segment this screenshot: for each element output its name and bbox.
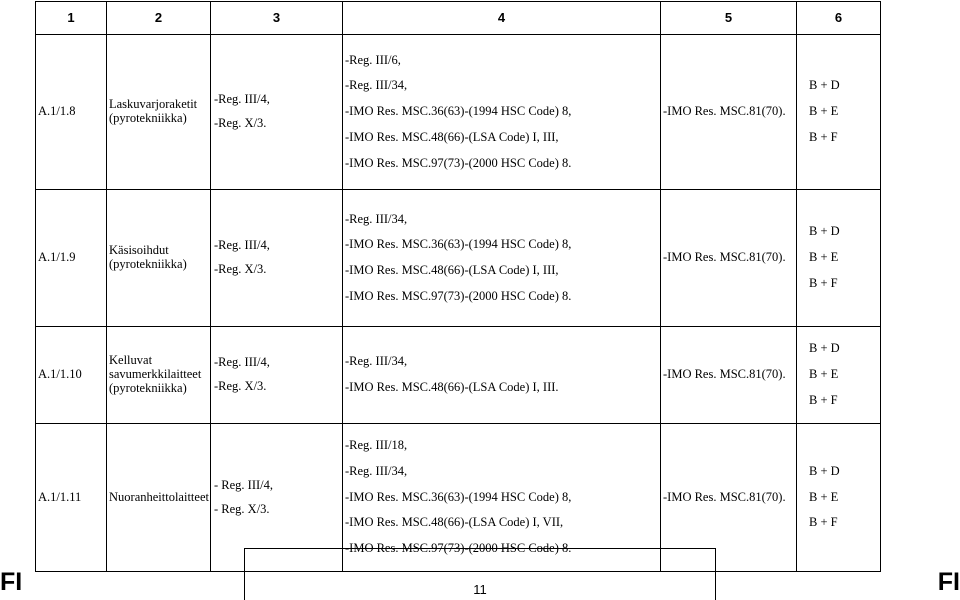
regulation-line: - Reg. X/3. (214, 501, 270, 516)
column-header: 5 (661, 2, 797, 35)
module-cell (797, 35, 881, 190)
item-id: A.1/1.11 (38, 489, 82, 504)
table-row (36, 35, 881, 190)
item-id-cell (36, 327, 107, 424)
item-name-line: (pyrotekniikka) (109, 257, 187, 271)
reference-line: -IMO Res. MSC.36(63)-(1994 HSC Code) 8, (345, 237, 572, 252)
table-row (36, 190, 881, 327)
item-id-cell (36, 424, 107, 572)
imo-reference: -IMO Res. MSC.81(70). (663, 104, 786, 119)
module-line: B + F (809, 129, 838, 144)
column-header: 6 (797, 2, 881, 35)
reference-line: -Reg. III/34, (345, 78, 408, 93)
item-id: A.1/1.8 (38, 104, 76, 119)
module-line: B + E (809, 104, 839, 119)
regulation-line: -Reg. III/4, (214, 238, 270, 253)
regulation-cell (211, 327, 343, 424)
reference-line: -Reg. III/34, (345, 354, 408, 369)
reference-line: -IMO Res. MSC.36(63)-(1994 HSC Code) 8, (345, 104, 572, 119)
reference-line: -Reg. III/18, (345, 438, 408, 453)
module-line: B + E (809, 367, 839, 382)
reference-line: -Reg. III/34, (345, 211, 408, 226)
item-id-cell (36, 35, 107, 190)
module-line: B + F (809, 515, 838, 530)
imo-reference: -IMO Res. MSC.81(70). (663, 367, 786, 382)
column-header: 3 (211, 2, 343, 35)
reference-cell (343, 190, 661, 327)
item-name-line: savumerkkilaitteet (109, 367, 202, 382)
regulation-line: -Reg. X/3. (214, 116, 267, 130)
table-row (36, 327, 881, 424)
reference-line: -IMO Res. MSC.48(66)-(LSA Code) I, VII, (345, 515, 564, 530)
item-name-cell (107, 327, 211, 424)
footer-language-right: FI (937, 568, 960, 596)
module-line: B + E (809, 250, 839, 265)
reference-line: -Reg. III/34, (345, 463, 408, 478)
item-name-cell (107, 35, 211, 190)
reference-cell (343, 35, 661, 190)
regulation-cell (211, 35, 343, 190)
module-line: B + F (809, 392, 838, 407)
reference-line: -IMO Res. MSC.97(73)-(2000 HSC Code) 8. (345, 155, 572, 170)
imo-cell (661, 35, 797, 190)
item-name-line: Kelluvat (109, 353, 153, 368)
module-line: B + F (809, 275, 838, 290)
item-name-line: Nuoranheittolaitteet (109, 489, 209, 504)
regulation-line: -Reg. III/4, (214, 92, 270, 107)
item-name-cell (107, 424, 211, 572)
item-id: A.1/1.9 (38, 250, 76, 265)
imo-reference: -IMO Res. MSC.81(70). (663, 250, 786, 265)
module-line: B + D (809, 341, 840, 356)
regulation-line: -Reg. X/3. (214, 262, 267, 276)
reference-line: -IMO Res. MSC.48(66)-(LSA Code) I, III, (345, 263, 559, 277)
reference-line: -IMO Res. MSC.36(63)-(1994 HSC Code) 8, (345, 489, 572, 504)
imo-cell (661, 190, 797, 327)
module-cell (797, 190, 881, 327)
page-number-box (244, 548, 716, 600)
column-header: 2 (107, 2, 211, 35)
module-cell (797, 327, 881, 424)
imo-reference: -IMO Res. MSC.81(70). (663, 489, 786, 504)
reference-line: -IMO Res. MSC.48(66)-(LSA Code) I, III, (345, 129, 559, 144)
reference-line: -Reg. III/6, (345, 52, 401, 67)
item-name-line: Laskuvarjoraketit (109, 97, 198, 112)
page-number: 11 (473, 582, 487, 597)
item-id: A.1/1.10 (38, 367, 82, 382)
regulation-cell (211, 190, 343, 327)
module-line: B + D (809, 224, 840, 239)
module-line: B + E (809, 489, 839, 504)
module-line: B + D (809, 463, 840, 478)
item-name-line: (pyrotekniikka) (109, 111, 187, 125)
reference-line: -IMO Res. MSC.48(66)-(LSA Code) I, III. (345, 380, 559, 394)
column-header: 1 (36, 2, 107, 35)
header-row (36, 2, 881, 35)
column-header: 4 (343, 2, 661, 35)
module-cell (797, 424, 881, 572)
regulation-line: - Reg. III/4, (214, 477, 274, 492)
item-id-cell (36, 190, 107, 327)
reference-line: -IMO Res. MSC.97(73)-(2000 HSC Code) 8. (345, 288, 572, 303)
item-name-line: Käsisoihdut (109, 243, 169, 258)
footer-language-left: FI (0, 568, 23, 596)
reference-cell (343, 327, 661, 424)
reference-line: -IMO Res. MSC.97(73)-(2000 HSC Code) 8. (345, 541, 572, 556)
module-line: B + D (809, 78, 840, 93)
regulation-line: -Reg. III/4, (214, 355, 270, 370)
item-name-line: (pyrotekniikka) (109, 380, 187, 395)
imo-cell (661, 327, 797, 424)
equipment-table (35, 1, 881, 572)
regulation-line: -Reg. X/3. (214, 379, 267, 393)
item-name-cell (107, 190, 211, 327)
